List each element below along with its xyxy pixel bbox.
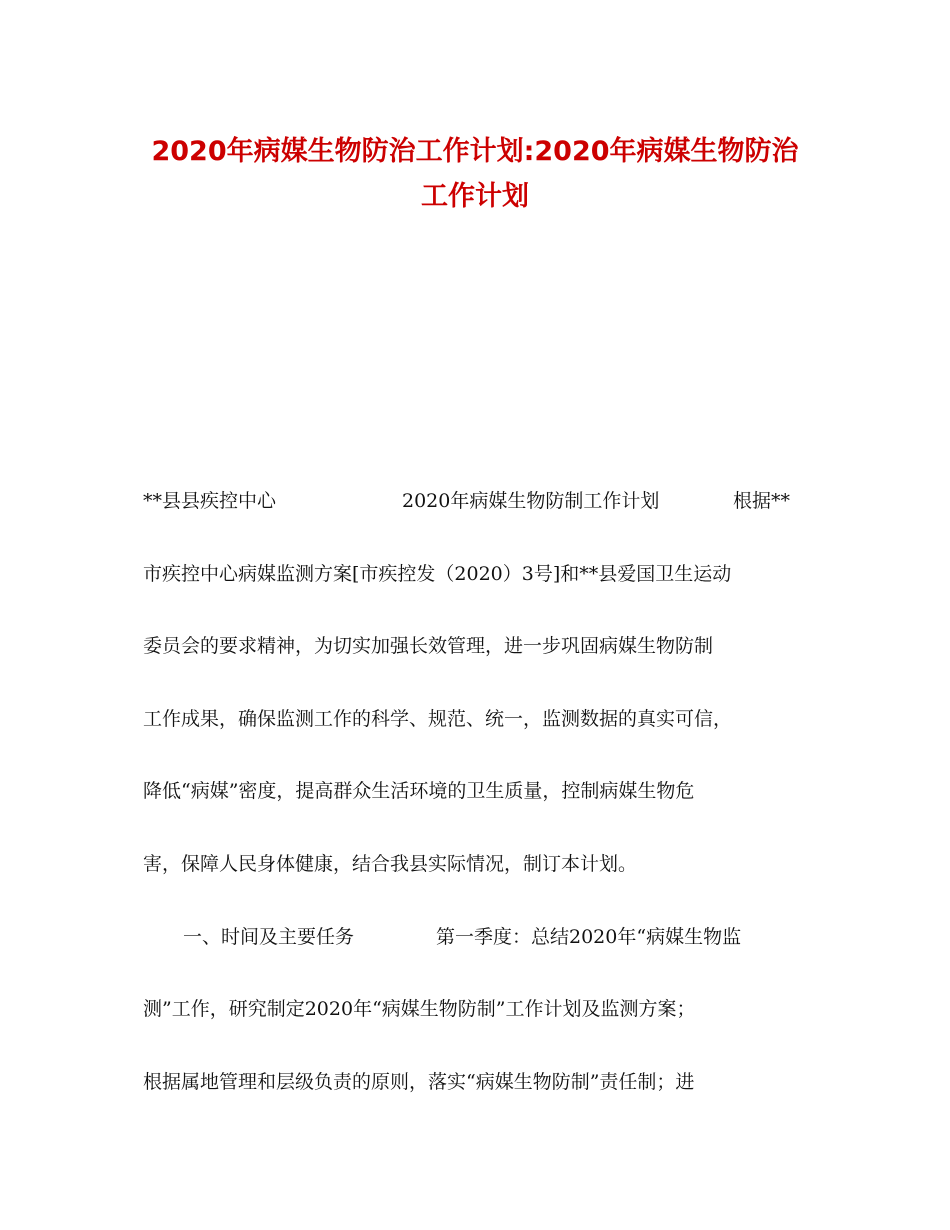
organization-name: **县县疾控中心	[143, 490, 277, 512]
body-line: 害，保障人民身体健康，结合我县实际情况，制订本计划。	[143, 853, 638, 875]
body-line: 市疾控中心病媒监测方案[市疾控发（2020）3号]和**县爱国卫生运动	[143, 563, 732, 585]
body-line: 委员会的要求精神，为切实加强长效管理，进一步巩固病媒生物防制	[143, 635, 714, 657]
body-line: 工作成果，确保监测工作的科学、规范、统一，监测数据的真实可信，	[143, 708, 733, 730]
plan-name: 2020年病媒生物防制工作计划	[402, 490, 660, 512]
document-title-line-2: 工作计划	[421, 181, 529, 212]
section-heading: 一、时间及主要任务	[183, 926, 355, 948]
section-body-line: 测”工作，研究制定2020年“病媒生物防制”工作计划及监测方案；	[143, 998, 696, 1020]
section-body-line: 根据属地管理和层级负责的原则，落实“病媒生物防制”责任制；进	[143, 1071, 695, 1093]
paragraph-start: 根据**	[733, 490, 791, 512]
section-text: 第一季度：总结2020年“病媒生物监	[436, 926, 742, 948]
document-title-line-1: 2020年病媒生物防治工作计划:2020年病媒生物防治	[151, 136, 799, 167]
body-line: 降低“病媒”密度，提高群众生活环境的卫生质量，控制病媒生物危	[143, 780, 695, 802]
